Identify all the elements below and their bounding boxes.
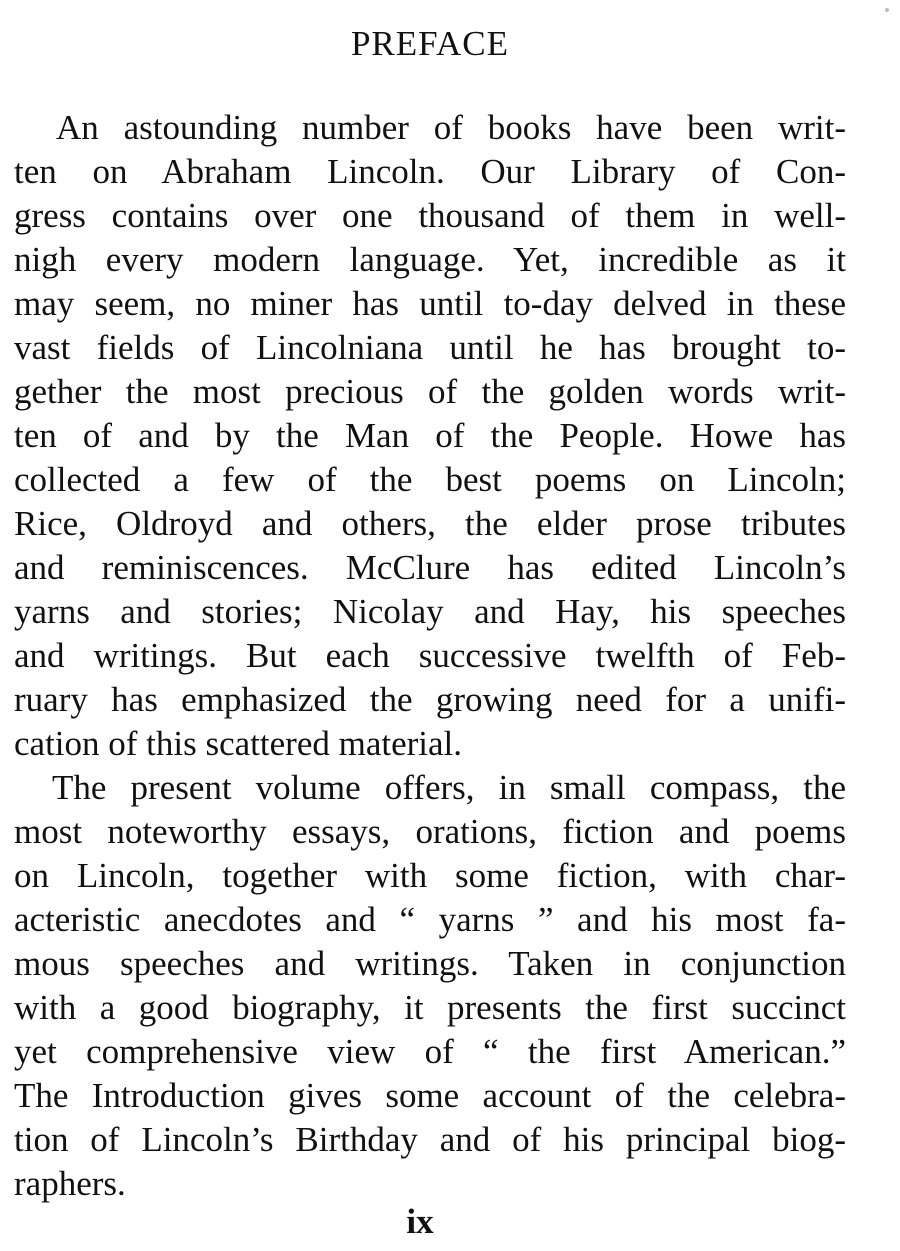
paragraph-1-line-6: vast fields of Lincolniana until he has brought to- bbox=[14, 328, 846, 367]
paragraph-1-line-12: yarns and stories; Nicolay and Hay, his speeches bbox=[14, 592, 846, 631]
paragraph-2-line-8: The Introduction gives some account of the celebra- bbox=[14, 1076, 846, 1115]
paragraph-1-line-1: An astounding number of books have been writ- bbox=[56, 108, 846, 147]
paragraph-1-line-10: Rice, Oldroyd and others, the elder prose tributes bbox=[14, 504, 846, 543]
paragraph-1-line-15: cation of this scattered material. bbox=[14, 724, 463, 763]
paragraph-2-line-2: most noteworthy essays, orations, fiction and poems bbox=[14, 812, 846, 851]
paragraph-1-line-9: collected a few of the best poems on Lincoln; bbox=[14, 460, 846, 499]
scan-speck bbox=[885, 8, 889, 12]
paragraph-2-line-7: yet comprehensive view of “ the first American.” bbox=[14, 1032, 846, 1071]
paragraph-2-line-1: The present volume offers, in small compass, the bbox=[52, 768, 846, 807]
paragraph-1-line-8: ten of and by the Man of the People. Howe has bbox=[14, 416, 846, 455]
page-title: PREFACE bbox=[350, 24, 510, 63]
paragraph-2-line-4: acteristic anecdotes and “ yarns ” and his most fa- bbox=[14, 900, 846, 939]
paragraph-1-line-14: ruary has emphasized the growing need for a unifi- bbox=[14, 680, 846, 719]
paragraph-1-line-5: may seem, no miner has until to-day delved in these bbox=[14, 284, 846, 323]
paragraph-2-line-5: mous speeches and writings. Taken in conjunction bbox=[14, 944, 846, 983]
paragraph-1-line-2: ten on Abraham Lincoln. Our Library of Con- bbox=[14, 152, 846, 191]
paragraph-2-line-9: tion of Lincoln’s Birthday and of his principal biog- bbox=[14, 1120, 846, 1159]
paragraph-1-line-4: nigh every modern language. Yet, incredible as it bbox=[14, 240, 846, 279]
paragraph-2-line-3: on Lincoln, together with some fiction, with char- bbox=[14, 856, 846, 895]
paragraph-1-line-7: gether the most precious of the golden words writ- bbox=[14, 372, 846, 411]
page-number: ix bbox=[406, 1202, 434, 1241]
paragraph-2-line-10: raphers. bbox=[14, 1164, 126, 1203]
paragraph-1-line-11: and reminiscences. McClure has edited Lincoln’s bbox=[14, 548, 846, 587]
paragraph-2-line-6: with a good biography, it presents the first succinct bbox=[14, 988, 846, 1027]
paragraph-1-line-3: gress contains over one thousand of them in well- bbox=[14, 196, 846, 235]
paragraph-1-line-13: and writings. But each successive twelfth of Feb- bbox=[14, 636, 846, 675]
